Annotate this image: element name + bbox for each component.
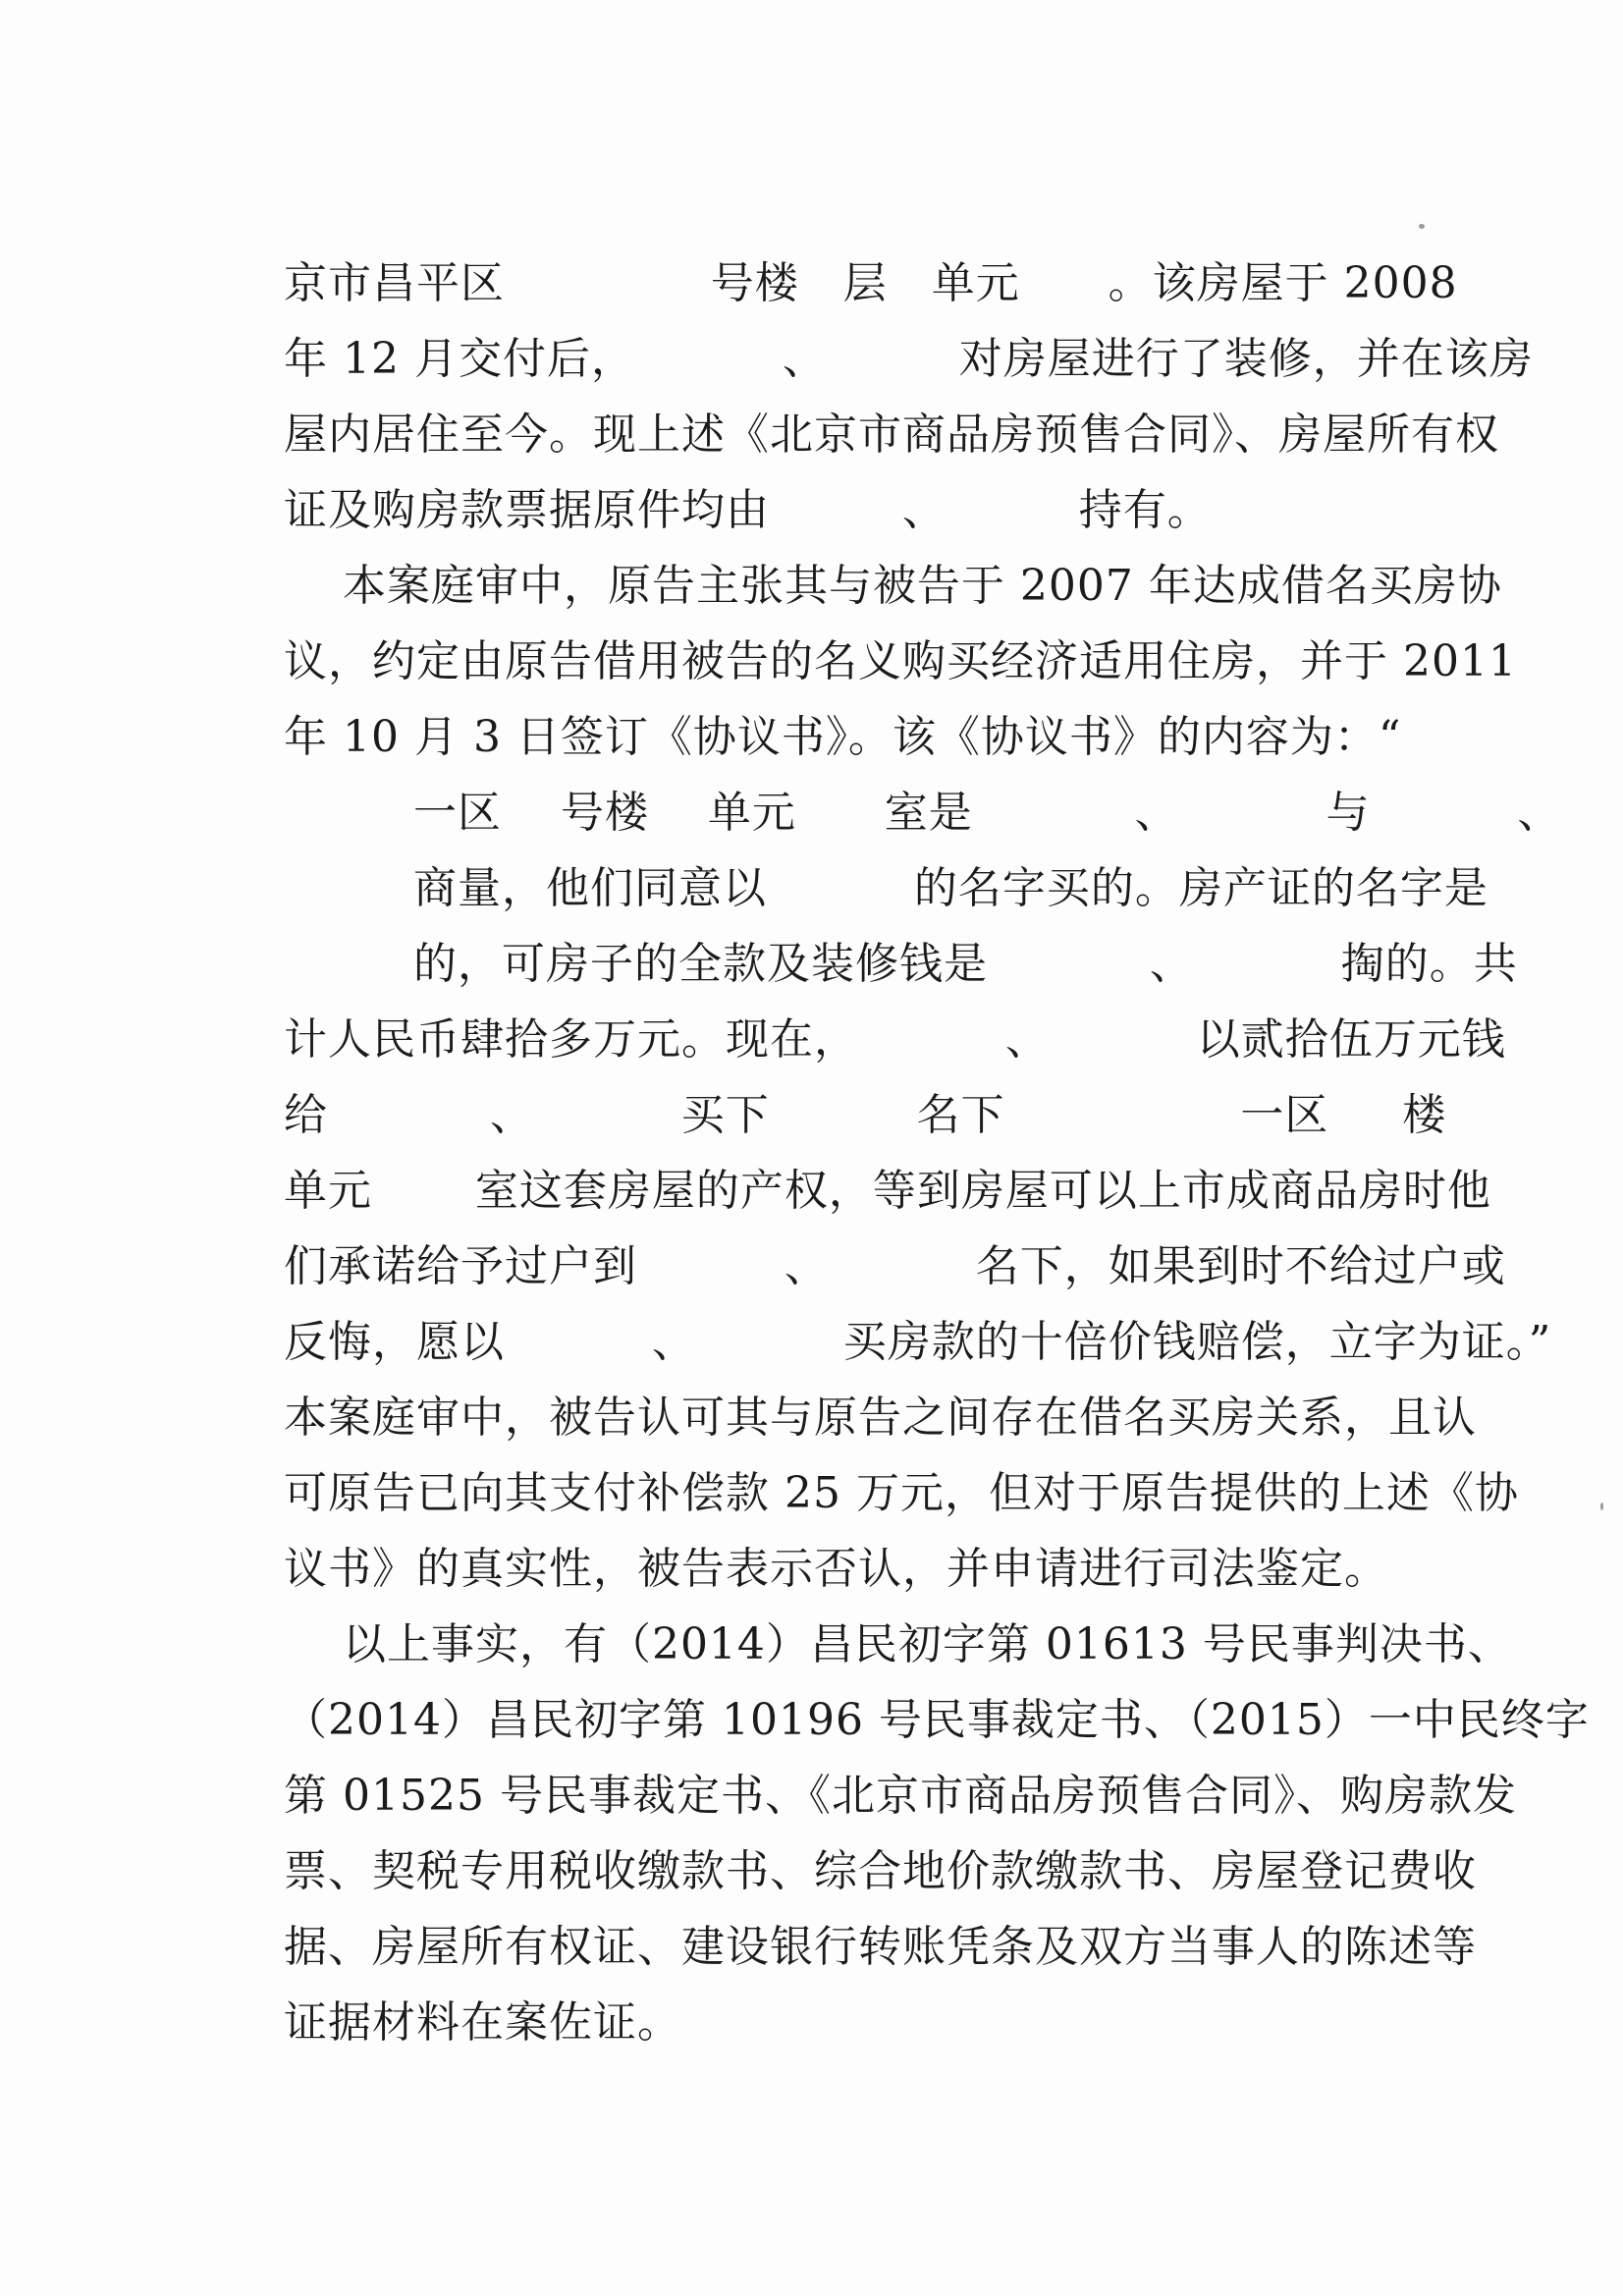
text-line: 计人民币肆拾多万元。现在， 、 以贰拾伍万元钱	[284, 1014, 1506, 1065]
text-line: 本案庭审中，原告主张其与被告于 2007 年达成借名买房协	[284, 561, 1502, 611]
text-line: 年 12 月交付后， 、 对房屋进行了装修，并在该房	[284, 334, 1534, 384]
text-line: 票、契税专用税收缴款书、综合地价款缴款书、房屋登记费收	[284, 1846, 1477, 1896]
quote-line: 商量，他们同意以 的名字买的。房产证的名字是	[413, 863, 1488, 913]
text-line: 可原告已向其支付补偿款 25 万元，但对于原告提供的上述《协	[284, 1468, 1519, 1518]
text-line: 证及购房款票据原件均由 、 持有。	[284, 485, 1212, 535]
scan-speck	[1419, 224, 1425, 229]
text-line: 们承诺给予过户到 、 名下，如果到时不给过户或	[284, 1241, 1506, 1291]
text-line: 本案庭审中，被告认可其与原告之间存在借名买房关系，且认	[284, 1393, 1477, 1443]
text-line: 第 01525 号民事裁定书、《北京市商品房预售合同》、购房款发	[284, 1771, 1517, 1821]
text-line: 年 10 月 3 日签订《协议书》。该《协议书》的内容为：“	[284, 712, 1402, 762]
text-line: 屋内居住至今。现上述《北京市商品房预售合同》、房屋所有权	[284, 410, 1499, 460]
text-line: 反悔，愿以 、 买房款的十倍价钱赔偿，立字为证。”	[284, 1317, 1552, 1367]
scan-speck	[1600, 1503, 1603, 1510]
text-line: 议书》的真实性，被告表示否认，并申请进行司法鉴定。	[284, 1544, 1388, 1594]
text-line: （2014）昌民初字第 10196 号民事裁定书、（2015）一中民终字	[284, 1695, 1590, 1745]
text-line: 议，约定由原告借用被告的名义购买经济适用住房，并于 2011	[284, 636, 1517, 686]
quote-line: 的，可房子的全款及装修钱是 、 掏的。共	[413, 939, 1518, 989]
body-text	[284, 246, 1590, 2060]
quote-line: 一区 号楼 单元 室是 、 与 、	[413, 788, 1562, 838]
text-line: 以上事实，有（2014）昌民初字第 01613 号民事判决书、	[284, 1619, 1512, 1669]
text-line: 单元 室这套房屋的产权，等到房屋可以上市成商品房时他	[284, 1166, 1491, 1216]
text-line: 证据材料在案佐证。	[284, 1997, 681, 2048]
text-line: 据、房屋所有权证、建设银行转账凭条及双方当事人的陈述等	[284, 1922, 1477, 1972]
text-line: 给 、 买下 名下 一区 楼	[284, 1090, 1447, 1140]
text-line: 京市昌平区 号楼 层 单元 。该房屋于 2008	[284, 258, 1458, 308]
